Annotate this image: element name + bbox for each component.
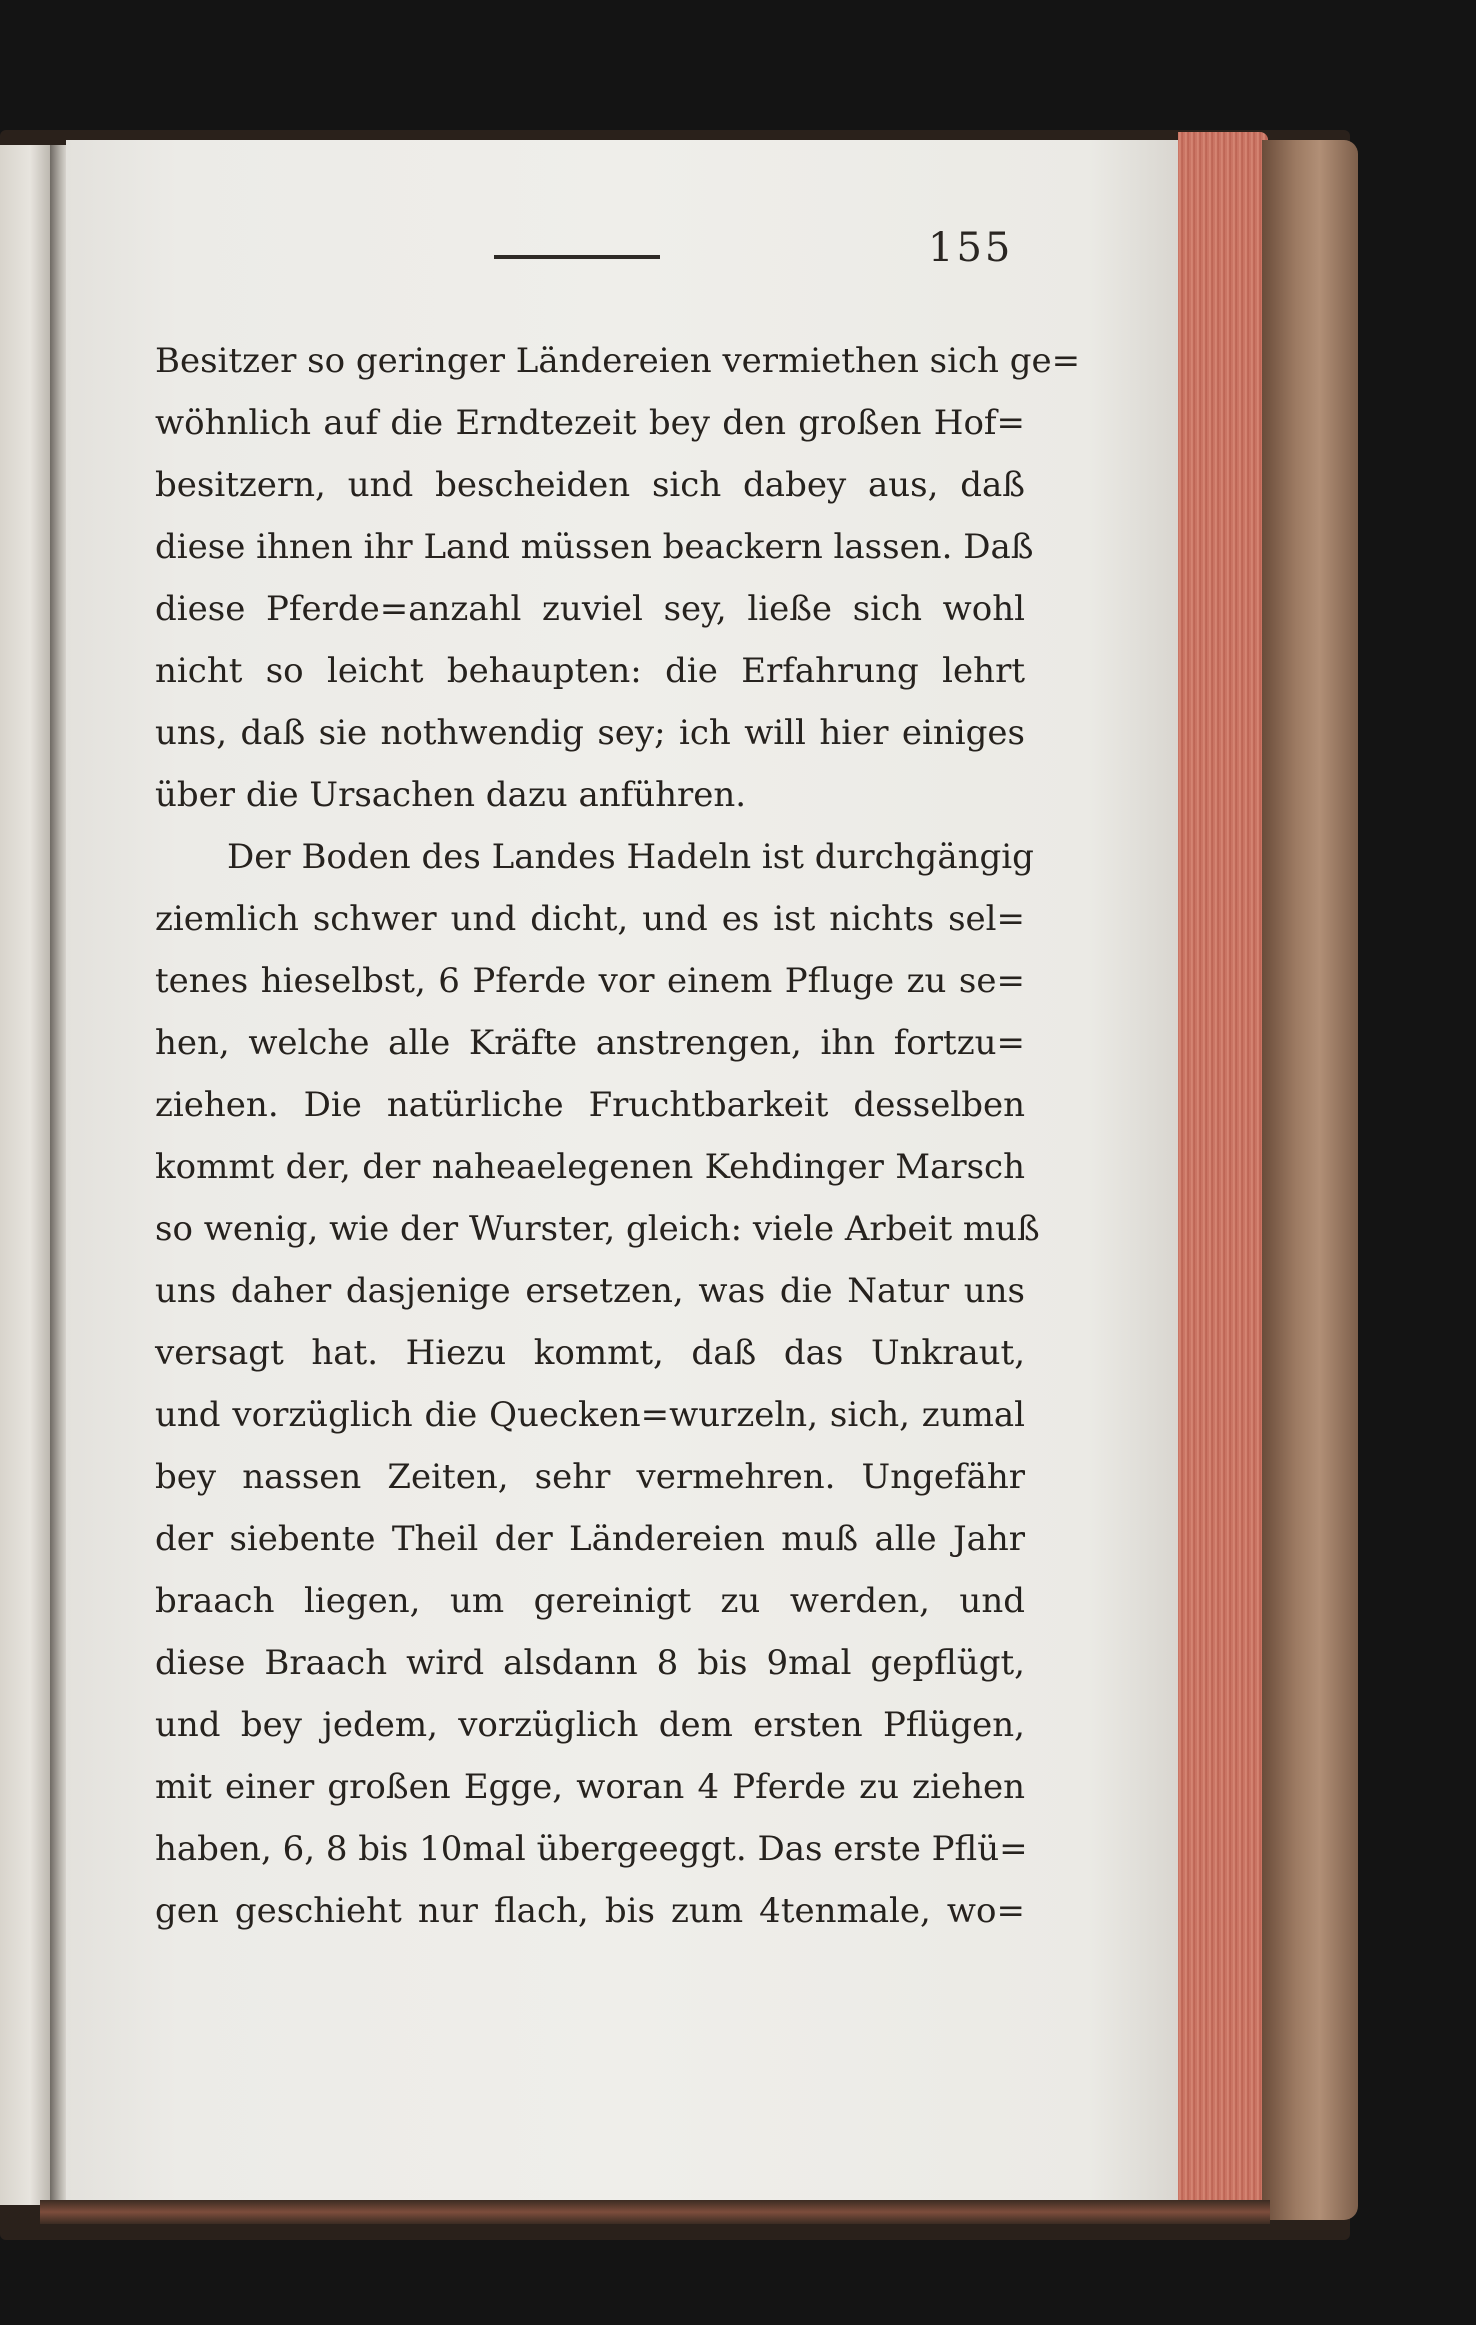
book-bottom-edge	[40, 2200, 1270, 2224]
text-line: hen, welche alle Kräfte anstrengen, ihn fortzu=	[155, 1023, 1025, 1063]
page-text	[155, 330, 1081, 1942]
text-line: ziemlich schwer und dicht, und es ist nichts sel=	[155, 899, 1025, 939]
text-line: haben, 6, 8 bis 10mal übergeeggt. Das erste Pflü=	[155, 1829, 1028, 1869]
page-number: 155	[928, 225, 1014, 271]
header-rule	[494, 255, 660, 259]
text-line: und vorzüglich die Quecken=wurzeln, sich, zumal	[155, 1395, 1025, 1435]
text-line: der siebente Theil der Ländereien muß alle Jahr	[155, 1519, 1025, 1559]
page-edges-red	[1178, 132, 1268, 2212]
text-line: diese ihnen ihr Land müssen beackern lassen. Daß	[155, 527, 1034, 567]
text-line: bey nassen Zeiten, sehr vermehren. Ungefähr	[155, 1457, 1025, 1497]
text-line: diese Braach wird alsdann 8 bis 9mal gepflügt,	[155, 1643, 1025, 1683]
text-line: uns, daß sie nothwendig sey; ich will hier einiges	[155, 713, 1025, 753]
text-line: besitzern, und bescheiden sich dabey aus, daß	[155, 465, 1025, 505]
book-edge-leather	[1262, 140, 1358, 2220]
text-line: diese Pferde=anzahl zuviel sey, ließe sich wohl	[155, 589, 1025, 629]
text-line: kommt der, der naheaelegenen Kehdinger Marsch	[155, 1147, 1025, 1187]
text-line: gen geschieht nur flach, bis zum 4tenmale, wo=	[155, 1891, 1025, 1931]
text-line: so wenig, wie der Wurster, gleich: viele Arbeit muß	[155, 1209, 1040, 1249]
text-line: Besitzer so geringer Ländereien vermiethen sich ge=	[155, 341, 1081, 381]
text-line: uns daher dasjenige ersetzen, was die Natur uns	[155, 1271, 1025, 1311]
text-line: tenes hieselbst, 6 Pferde vor einem Pfluge zu se=	[155, 961, 1025, 1001]
text-line: versagt hat. Hiezu kommt, daß das Unkraut,	[155, 1333, 1025, 1373]
text-line: braach liegen, um gereinigt zu werden, und	[155, 1581, 1025, 1621]
text-line: Der Boden des Landes Hadeln ist durchgängig	[227, 837, 1034, 877]
text-line: ziehen. Die natürliche Fruchtbarkeit desselben	[155, 1085, 1025, 1125]
text-line: über die Ursachen dazu anführen.	[155, 775, 747, 815]
text-line: und bey jedem, vorzüglich dem ersten Pflügen,	[155, 1705, 1025, 1745]
text-line: mit einer großen Egge, woran 4 Pferde zu ziehen	[155, 1767, 1025, 1807]
left-page-edge	[0, 145, 50, 2205]
text-line: wöhnlich auf die Erndtezeit bey den großen Hof=	[155, 403, 1025, 443]
text-line: nicht so leicht behaupten: die Erfahrung lehrt	[155, 651, 1025, 691]
